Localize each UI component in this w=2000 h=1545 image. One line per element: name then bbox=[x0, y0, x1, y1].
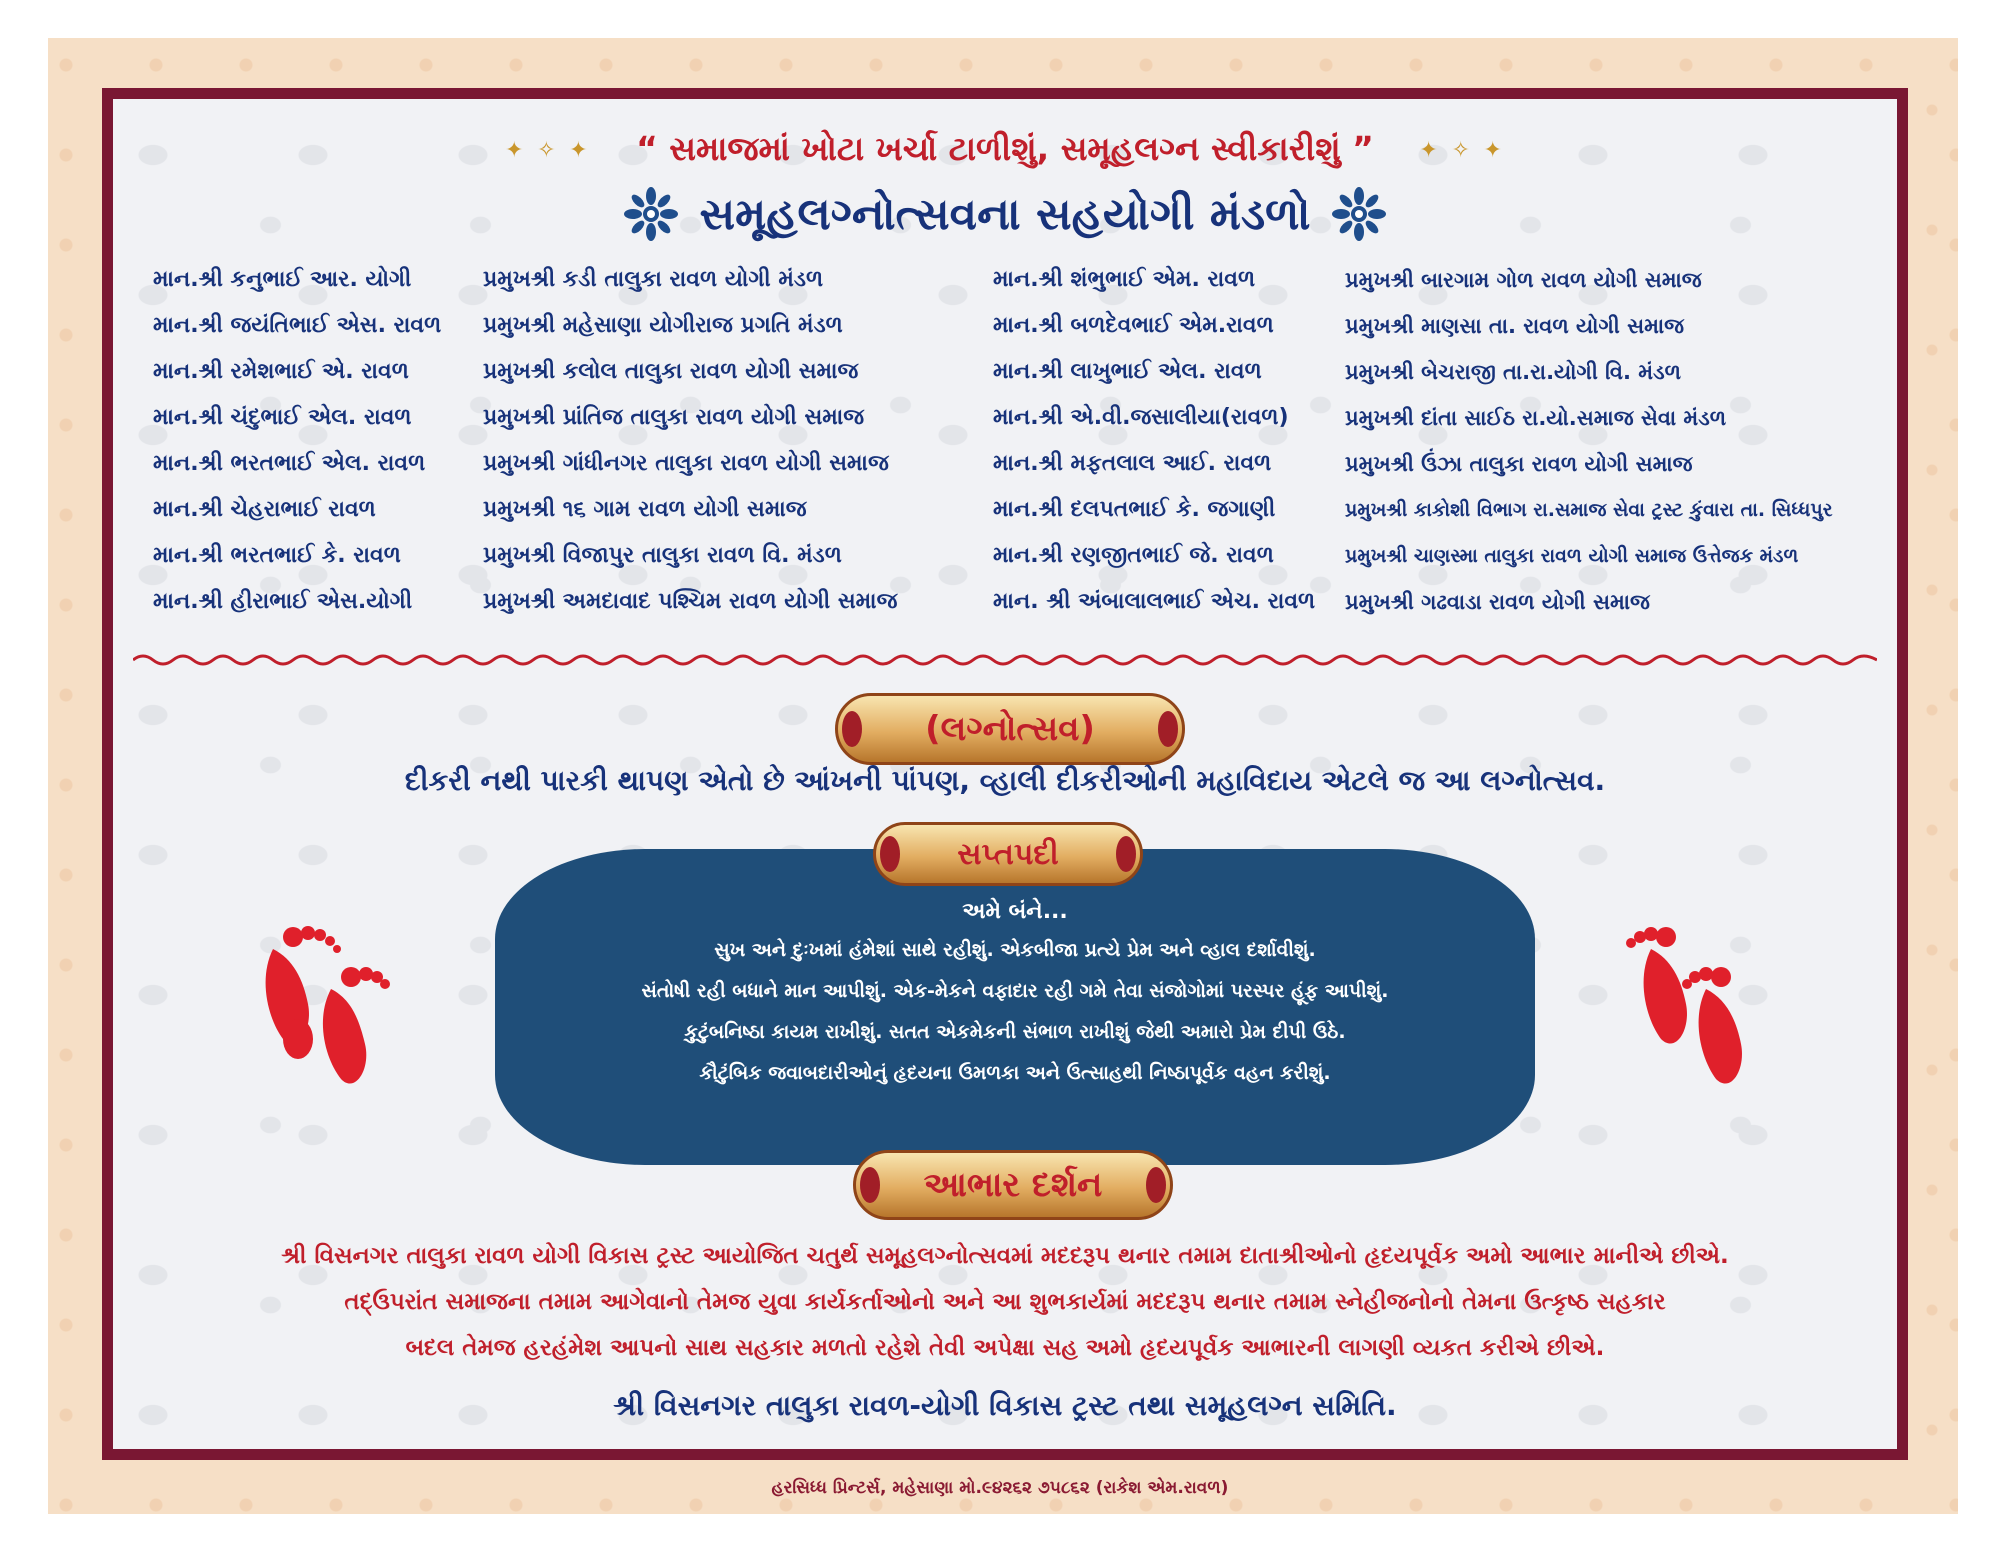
saptapadi-label: સપ્તપદી bbox=[957, 836, 1059, 872]
slogan-text: “ સમાજમાં ખોટા ખર્ચા ટાળીશું, સમૂહલગ્ન સ્વીકારીશું ” bbox=[636, 129, 1374, 168]
list-item: પ્રમુખશ્રી પ્રાંતિજ તાલુકા રાવળ યોગી સમાજ bbox=[483, 405, 865, 430]
list-item: પ્રમુખશ્રી દાંતા સાઈઠ રા.યો.સમાજ સેવા મંડળ bbox=[1345, 406, 1727, 430]
list-item: માન.શ્રી ચંદુભાઈ એલ. રાવળ bbox=[153, 405, 412, 430]
saptapadi-ribbon bbox=[873, 822, 1143, 886]
flower-left-icon bbox=[624, 187, 678, 241]
abhar-line-3: બદલ તેમજ હરહંમેશ આપનો સાથ સહકાર મળતો રહેશે તેવી અપેક્ષા સહ અમો હૃદયપૂર્વક આભારની લાગણી વ્યકત કરીએ છીએ. bbox=[405, 1335, 1605, 1361]
footprints-right-icon bbox=[1611, 919, 1761, 1099]
ornamental-divider bbox=[133, 652, 1877, 668]
abhar-line-2: તદ્ઉપરાંત સમાજના તમામ આગેવાનો તેમજ યુવા કાર્યકર્તાઓનો અને આ શુભકાર્યમાં મદદરૂપ થનાર તમામ સ્નેહીજનોનો તેમના ઉત્કૃષ્ઠ સહકાર bbox=[344, 1289, 1666, 1315]
list-item: માન.શ્રી રમેશભાઈ એ. રાવળ bbox=[153, 359, 409, 384]
list-item: માન. શ્રી અંબાલાલભાઈ એચ. રાવળ bbox=[993, 589, 1316, 614]
list-item: પ્રમુખશ્રી અમદાવાદ પશ્ચિમ રાવળ યોગી સમાજ bbox=[483, 589, 898, 614]
list-item: પ્રમુખશ્રી માણસા તા. રાવળ યોગી સમાજ bbox=[1345, 314, 1684, 338]
birds-left-icon: ✦ ✧ ✦ bbox=[505, 138, 591, 163]
list-item: પ્રમુખશ્રી મહેસાણા યોગીરાજ પ્રગતિ મંડળ bbox=[483, 313, 843, 338]
main-frame bbox=[102, 88, 1908, 1460]
trust-signature: શ્રી વિસનગર તાલુકા રાવળ-યોગી વિકાસ ટ્રસ્ટ તથા સમૂહલગ્ન સમિતિ. bbox=[613, 1389, 1397, 1422]
footprints-left-icon bbox=[253, 919, 393, 1099]
list-item: પ્રમુખશ્રી બેચરાજી તા.રા.યોગી વિ. મંડળ bbox=[1345, 360, 1682, 384]
list-item: માન.શ્રી ભરતભાઈ કે. રાવળ bbox=[153, 543, 401, 568]
list-item: માન.શ્રી બળદેવભાઈ એમ.રાવળ bbox=[993, 313, 1274, 338]
list-item: માન.શ્રી એ.વી.જસાલીયા(રાવળ) bbox=[993, 405, 1289, 430]
left-orgs-list bbox=[483, 257, 953, 625]
list-item: માન.શ્રી કનુભાઈ આર. યોગી bbox=[153, 267, 412, 292]
saptapadi-panel bbox=[495, 849, 1535, 1165]
list-item: માન.શ્રી મફતલાલ આઈ. રાવળ bbox=[993, 451, 1272, 476]
title-row bbox=[113, 187, 1897, 241]
list-item: માન.શ્રી દલપતભાઈ કે. જગાણી bbox=[993, 497, 1276, 522]
list-item: માન.શ્રી હીરાભાઈ એસ.યોગી bbox=[153, 589, 413, 614]
saptapadi-line-4: કૌટુંબિક જવાબદારીઓનું હૃદયના ઉમળકા અને ઉત્સાહથી નિષ્ઠાપૂર્વક વહન કરીશું. bbox=[699, 1062, 1331, 1084]
list-item: માન.શ્રી જયંતિભાઈ એસ. રાવળ bbox=[153, 313, 442, 338]
list-item: માન.શ્રી ચેહરાભાઈ રાવળ bbox=[153, 497, 376, 522]
flower-right-icon bbox=[1332, 187, 1386, 241]
list-item: પ્રમુખશ્રી ૧૬ ગામ રાવળ યોગી સમાજ bbox=[483, 497, 807, 522]
printer-footer: હરસિધ્ધ પ્રિન્ટર્સ, મહેસાણા મો.૯૪૨૬૨ ૭૫૮૬૨ (રાકેશ એમ.રાવળ) bbox=[771, 1478, 1229, 1498]
list-item: માન.શ્રી લાખુભાઈ એલ. રાવળ bbox=[993, 359, 1262, 384]
list-item: પ્રમુખશ્રી ચાણસ્મા તાલુકા રાવળ યોગી સમાજ ઉત્તેજક મંડળ bbox=[1345, 545, 1799, 567]
list-item: પ્રમુખશ્રી વિજાપુર તાલુકા રાવળ વિ. મંડળ bbox=[483, 543, 842, 568]
list-item: પ્રમુખશ્રી કડી તાલુકા રાવળ યોગી મંડળ bbox=[483, 267, 824, 292]
list-item: માન.શ્રી રણજીતભાઈ જે. રાવળ bbox=[993, 543, 1274, 568]
saptapadi-intro: અમે બંને... bbox=[962, 899, 1068, 924]
abhar-label: આભાર દર્શન bbox=[923, 1165, 1103, 1205]
lagnotsav-line: દીકરી નથી પારકી થાપણ એતો છે આંખની પાંપણ, વ્હાલી દીકરીઓની મહાવિદાય એટલે જ આ લગ્નોત્સવ. bbox=[404, 764, 1606, 797]
list-item: પ્રમુખશ્રી ગઢવાડા રાવળ યોગી સમાજ bbox=[1345, 590, 1650, 614]
right-orgs-list bbox=[1345, 257, 1885, 625]
lagnotsav-label: (લગ્નોત્સવ) bbox=[925, 709, 1095, 749]
list-item: પ્રમુખશ્રી ઉંઝા તાલુકા રાવળ યોગી સમાજ bbox=[1345, 452, 1693, 476]
list-item: પ્રમુખશ્રી બારગામ ગોળ રાવળ યોગી સમાજ bbox=[1345, 268, 1702, 292]
page-title: સમૂહલગ્નોત્સવના સહયોગી મંડળો bbox=[699, 188, 1311, 240]
list-item: માન.શ્રી શંભુભાઈ એમ. રાવળ bbox=[993, 267, 1256, 292]
birds-right-icon: ✦ ✧ ✦ bbox=[1419, 138, 1505, 163]
list-item: પ્રમુખશ્રી કલોલ તાલુકા રાવળ યોગી સમાજ bbox=[483, 359, 859, 384]
list-item: પ્રમુખશ્રી ગાંધીનગર તાલુકા રાવળ યોગી સમાજ bbox=[483, 451, 889, 476]
abhar-ribbon bbox=[853, 1150, 1173, 1220]
lagnotsav-highlight: લગ્નોત્સવ. bbox=[1480, 764, 1606, 797]
saptapadi-line-2: સંતોષી રહી બધાને માન આપીશું. એક-મેકને વફાદાર રહી ગમે તેવા સંજોગોમાં પરસ્પર હૂંફ આપીશું. bbox=[641, 980, 1389, 1002]
lagnotsav-ribbon bbox=[835, 693, 1185, 765]
slogan-line bbox=[113, 129, 1897, 169]
left-names-list bbox=[153, 257, 473, 625]
saptapadi-line-3: કુટુંબનિષ્ઠા કાયમ રાખીશું. સતત એકમેકની સંભાળ રાખીશું જેથી અમારો પ્રેમ દીપી ઉઠે. bbox=[684, 1021, 1346, 1043]
abhar-line-1: શ્રી વિસનગર તાલુકા રાવળ યોગી વિકાસ ટ્રસ્ટ આયોજિત ચતુર્થ સમૂહલગ્નોત્સવમાં મદદરૂપ થનાર તમામ દાતાશ્રીઓનો હૃદયપૂર્વક અમો આભાર માનીએ છીએ. bbox=[281, 1243, 1729, 1269]
list-item: પ્રમુખશ્રી કાકોશી વિભાગ રા.સમાજ સેવા ટ્રસ્ટ કુંવારા તા. સિધ્ધપુર bbox=[1345, 499, 1833, 521]
right-names-list bbox=[993, 257, 1333, 625]
saptapadi-line-1: સુખ અને દુઃખમાં હંમેશાં સાથે રહીશું. એકબીજા પ્રત્યે પ્રેમ અને વ્હાલ દર્શાવીશું. bbox=[714, 939, 1316, 961]
list-item: માન.શ્રી ભરતભાઈ એલ. રાવળ bbox=[153, 451, 426, 476]
